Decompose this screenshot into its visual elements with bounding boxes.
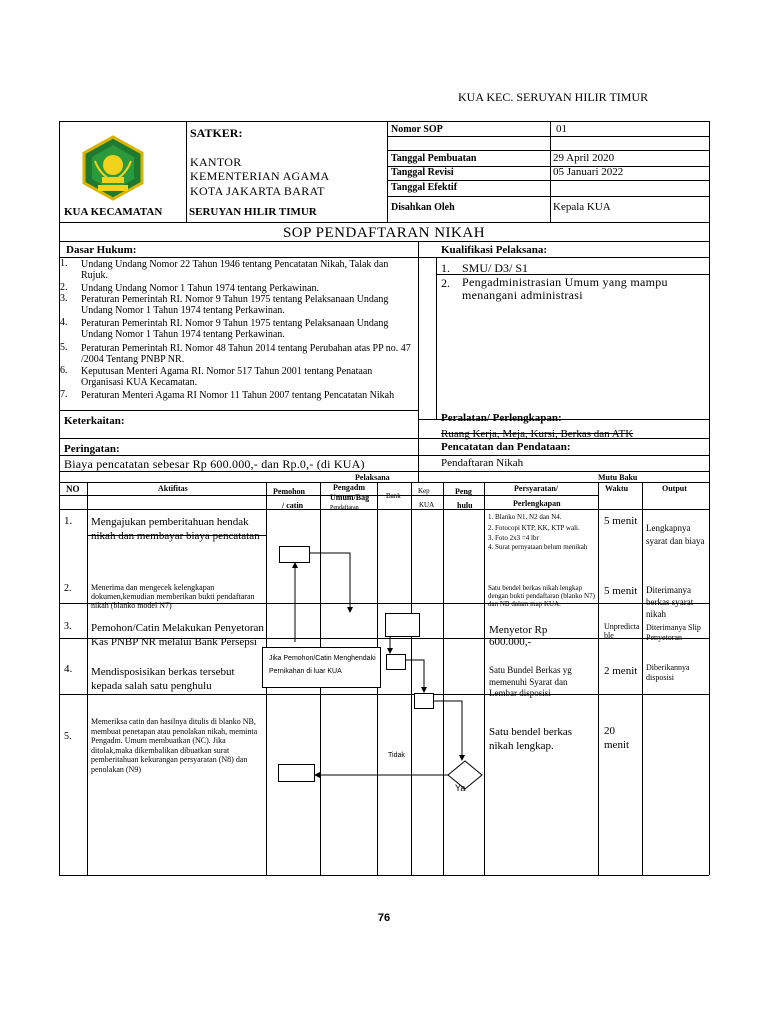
row3-activity: Pemohon/Catin Melakukan Penyetoran Kas PNBP NR melalui Bank Persepsi (91, 622, 264, 648)
pencatatan-label: Pencatatan dan Pendataan: (441, 441, 571, 453)
kantor-line-2: KEMENTERIAN AGAMA (190, 169, 330, 183)
kantor-line-3: KOTA JAKARTA BARAT (190, 184, 325, 198)
header-pemohon-2: / catin (282, 501, 304, 510)
header-perlengkapan: Perlengkapan (513, 499, 561, 508)
header-waktu: Waktu (605, 484, 629, 493)
row5-time: 20 menit (604, 725, 630, 752)
row4-time: 2 menit (604, 665, 638, 677)
row2-requirements: Satu bendel berkas nikah lengkap dengan bukti pendaftaran (blanko N7) dan NB dalam map KUA. (488, 584, 595, 608)
row1-time: 5 menit (604, 515, 638, 527)
row3-no: 3. (64, 621, 72, 632)
flow-label-ya: Ya (455, 783, 466, 793)
header-pengadm-3: Pendaftaran (330, 505, 359, 511)
tanggal-revisi-value: 05 Januari 2022 (553, 166, 624, 178)
kua-kecamatan-name: SERUYAN HILIR TIMUR (189, 206, 317, 218)
row2-no: 2. (64, 583, 72, 594)
peringatan-label: Peringatan: (64, 443, 120, 455)
header-aktifitas: Aktifitas (158, 484, 188, 493)
row2-time: 5 menit (604, 585, 638, 597)
row4-output: Diberikannya disposisi (646, 663, 690, 683)
header-hulu: hulu (457, 501, 473, 510)
row2-activity: Menerima dan mengecek kelengkapan dokumen,kemudian memberikan bukti pendaftaran nikah (blanko model N7) (91, 583, 255, 610)
header-mutu-baku: Mutu Baku (598, 473, 638, 482)
dasar-hukum-item: Peraturan Pemerintah RI. Nomor 48 Tahun 2014 tentang Perubahan atas PP no. 47 /2004 Tentang PNBP NR. (81, 343, 411, 366)
flow-note-text: Jika Pemohon/Catin Menghendaki Pernikahan di luar KUA (269, 655, 376, 676)
dasar-hukum-item: Undang Undang Nomor 22 Tahun 1946 tentang Pencatatan Nikah, Talak dan Rujuk. (81, 259, 389, 282)
disahkan-oleh-value: Kepala KUA (553, 201, 611, 213)
pencatatan-value: Pendaftaran Nikah (441, 457, 524, 469)
dasar-hukum-item: Undang Undang Nomor 1 Tahun 1974 tentang Perkawinan. (81, 283, 319, 294)
flow-step-2-box (385, 613, 420, 637)
row4-no: 4. (64, 663, 73, 675)
page-number: 76 (377, 912, 391, 924)
row4-requirements: Satu Bundel Berkas yg memenuhi Syarat dan Lembar disposisi (489, 665, 572, 699)
row1-no: 1. (64, 515, 73, 527)
peringatan-value: Biaya pencatatan sebesar Rp 600.000,- dan Rp.0,- (di KUA) (64, 457, 365, 471)
header-peng: Peng (455, 487, 472, 496)
kantor-line-1: KANTOR (190, 155, 242, 169)
peralatan-value: Ruang Kerja, Meja, Kursi, Berkas dan ATK (441, 428, 634, 440)
dasar-hukum-label: Dasar Hukum: (66, 244, 137, 256)
row5-activity: Memeriksa catin dan hasilnya ditulis di blanko NB, membuat penetapan atau penolakan nikah, meminta Pengadm. Umum membuatkan (NC). Jika ditolak,maka dikembalikan dibuatkan surat pemberitahuan kekurangan persyaratan (N8) dan penolakan (N9) (91, 717, 258, 774)
header-kua: KUA (419, 501, 435, 509)
kualifikasi-item: SMU/ D3/ S1 (462, 261, 529, 275)
tanggal-efektif-label: Tanggal Efektif (391, 182, 458, 193)
flow-step-1-box (279, 546, 310, 563)
dasar-hukum-item: Peraturan Menteri Agama RI Nomor 11 Tahun 2007 tentang Pencatatan Nikah (81, 390, 395, 401)
row2-output: Diterimanya berkas syarat nikah (646, 585, 694, 620)
kua-kecamatan-label: KUA KECAMATAN (64, 206, 163, 218)
header-output: Output (662, 484, 687, 493)
row5-no: 5. (64, 731, 72, 742)
header-bank: Bank (386, 492, 401, 500)
tanggal-pembuatan-label: Tanggal Pembuatan (391, 153, 477, 164)
satker-label: SATKER: (190, 126, 243, 140)
header-office-name: KUA KEC. SERUYAN HILIR TIMUR (458, 90, 649, 104)
flow-label-tidak: Tidak (388, 752, 405, 759)
flow-step-4-box (414, 693, 434, 709)
flow-step-3-box (386, 654, 406, 670)
header-persyaratan: Persyaratan/ (514, 484, 558, 493)
flow-note-box (262, 647, 381, 688)
row3-time: Unpredictable (604, 622, 640, 640)
row4-activity: Mendisposisikan berkas tersebut kepada salah satu penghulu (91, 666, 235, 692)
header-pemohon: Pemohon (273, 487, 305, 496)
tanggal-revisi-label: Tanggal Revisi (391, 167, 454, 178)
dasar-hukum-item: Keputusan Menteri Agama RI. Nomor 517 Tahun 2001 tentang Penataan Organisasi KUA Kecamatan. (81, 366, 373, 389)
row3-output: Diterimanya Slip Penyetoran (646, 623, 701, 643)
row1-output: Lengkapnya syarat dan biaya (646, 523, 705, 546)
row5-requirements: Satu bendel berkas nikah lengkap. (489, 726, 573, 753)
header-no: NO (66, 484, 80, 494)
nomor-sop-value: 01 (556, 123, 567, 135)
peralatan-label: Peralatan/ Perlengkapan: (441, 412, 562, 424)
kualifikasi-label: Kualifikasi Pelaksana: (441, 244, 548, 256)
header-kep: Kep (418, 487, 430, 495)
dasar-hukum-item: Peraturan Pemerintah RI. Nomor 9 Tahun 1975 tentang Pelaksanaan Undang Undang Nomor 1 Tahun 1974 tentang Perkawinan. (81, 294, 389, 317)
header-pelaksana: Pelaksana (355, 473, 390, 482)
tanggal-pembuatan-value: 29 April 2020 (553, 152, 615, 164)
flow-step-5-box (278, 764, 315, 782)
row3-requirements: Menyetor Rp 600.000,- (489, 624, 548, 649)
keterkaitan-label: Keterkaitan: (64, 415, 125, 427)
nomor-sop-label: Nomor SOP (391, 124, 443, 135)
sop-title: SOP PENDAFTARAN NIKAH (282, 225, 486, 241)
row1-requirements: 1. Blanko N1, N2 dan N4. 2. Fotocopi KTP, KK, KTP wali. 3. Foto 2x3 =4 lbr 4. Surat pernyataan belum menikah (488, 513, 588, 552)
header-pengadm-2: Umum/Bag (330, 493, 370, 502)
header-pengadm: Pengadm (333, 483, 365, 492)
row1-activity: Mengajukan pemberitahuan hendak nikah dan membayar biaya pencatatan (91, 516, 260, 542)
kualifikasi-item: Pengadministrasian Umum yang mampu menangani administrasi (462, 275, 668, 303)
dasar-hukum-item: Peraturan Pemerintah RI. Nomor 9 Tahun 1975 tentang Pelaksanaan Undang Undang Nomor 1 Tahun 1974 tentang Perkawinan. (81, 318, 389, 341)
disahkan-oleh-label: Disahkan Oleh (391, 202, 455, 213)
